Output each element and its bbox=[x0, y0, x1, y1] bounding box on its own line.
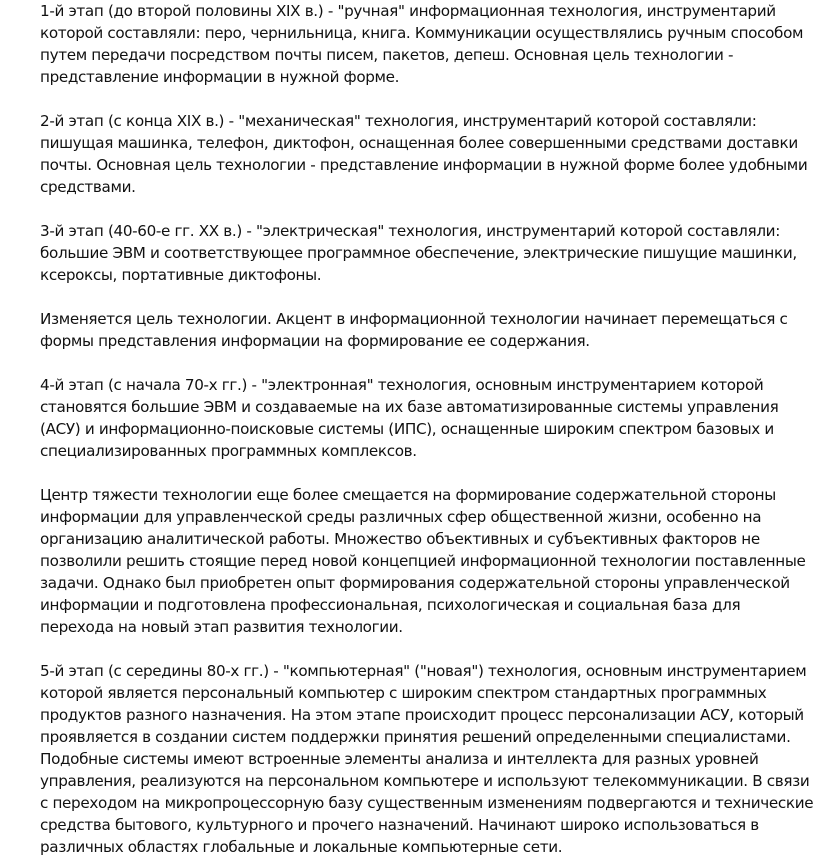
paragraph-stage-4: 4-й этап (с начала 70-х гг.) - "электронная" технология, основным инструментарием которой становятся большие ЭВМ и создаваемые на их базе автоматизированные системы управления (АСУ) и информационно-поисковые системы (ИПС), оснащенные широким спектром базовых и специализированных программных комплексов. bbox=[40, 376, 779, 460]
paragraph-stage-1: 1-й этап (до второй половины XIX в.) - "ручная" информационная технология, инструментарий которой составляли: перо, чернильница, книга. Коммуникации осуществлялись ручным способом путем передачи посредством почты писем, пакетов, депеш. Основная цель технологии - представление информации в нужной форме. bbox=[40, 2, 804, 86]
paragraph-stage-5: 5-й этап (с середины 80-х гг.) - "компьютерная" ("новая") технология, основным инструментарием которой является персональный компьютер с широким спектром стандартных программных продуктов разного назначения. На этом этапе происходит процесс персонализации АСУ, который проявляется в создании систем поддержки принятия решений определенными специалистами. Подобные системы имеют встроенные элементы анализа и интеллекта для разных уровней управления, реализуются на персональном компьютере и используют телекоммуникации. В связи с переходом на микропроцессорную базу существенным изменениям подвергаются и технические средства бытового, культурного и прочего назначений. Начинают широко использоваться в различных областях глобальные и локальные компьютерные сети. bbox=[40, 662, 814, 856]
paragraph-goal-change: Изменяется цель технологии. Акцент в информационной технологии начинает перемещаться с формы представления информации на формирование ее содержания. bbox=[40, 310, 788, 350]
paragraph-stage-2: 2-й этап (с конца XIX в.) - "механическая" технология, инструментарий которой составляли: пишущая машинка, телефон, диктофон, оснащенная более совершенными средствами доставки почты. Основная цель технологии - представление информации в нужной форме более удобными средствами. bbox=[40, 112, 808, 196]
paragraph-stage-3: 3-й этап (40-60-е гг. XX в.) - "электрическая" технология, инструментарий которой составляли: большие ЭВМ и соответствующее программное обеспечение, электрические пишущие машинки, ксероксы, портативные диктофоны. bbox=[40, 222, 797, 284]
document-body bbox=[40, 0, 816, 858]
paragraph-center-shift: Центр тяжести технологии еще более смещается на формирование содержательной стороны информации для управленческой среды различных сфер общественной жизни, особенно на организацию аналитической работы. Множество объективных и субъективных факторов не позволили решить стоящие перед новой концепцией информационной технологии поставленные задачи. Однако был приобретен опыт формирования содержательной стороны управленческой информации и подготовлена профессиональная, психологическая и социальная база для перехода на новый этап развития технологии. bbox=[40, 486, 806, 636]
